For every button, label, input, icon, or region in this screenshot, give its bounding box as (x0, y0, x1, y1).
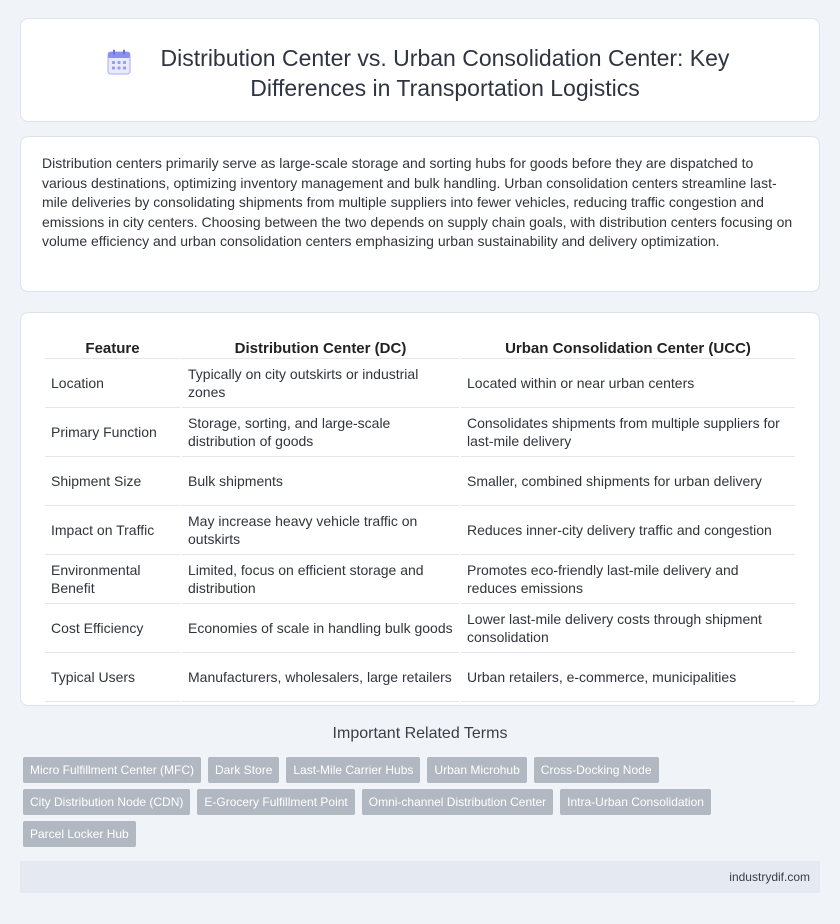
table-row (45, 555, 795, 604)
related-term-tag[interactable]: Omni-channel Distribution Center (362, 789, 553, 815)
footer-site-link[interactable]: industrydif.com (729, 870, 810, 884)
summary-text: Distribution centers primarily serve as large-scale storage and sorting hubs for goods before they are dispatched to various destinations, optimizing inventory management and bulk handling. Urban consolidation centers streamline last-mile deliveries by consolidating shipments from multiple suppliers into fewer vehicles, reducing traffic congestion and emissions in city centers. Choosing between the two depends on supply chain goals, with distribution centers focusing on volume efficiency and urban consolidation centers emphasizing urban sustainability and delivery optimization. (42, 155, 793, 250)
table-cell: Bulk shipments (182, 457, 459, 506)
table-header-row (45, 331, 795, 359)
table-cell: Typical Users (45, 653, 180, 702)
related-term-tag[interactable]: Micro Fulfillment Center (MFC) (23, 757, 201, 783)
related-term-tag[interactable]: City Distribution Node (CDN) (23, 789, 190, 815)
table-cell: Location (45, 359, 180, 408)
table-cell: Cost Efficiency (45, 604, 180, 653)
table-cell: Smaller, combined shipments for urban delivery (461, 457, 795, 506)
table-row (45, 457, 795, 506)
comparison-table (43, 331, 797, 702)
related-term-tag[interactable]: Intra-Urban Consolidation (560, 789, 711, 815)
related-term-tag[interactable]: Cross-Docking Node (534, 757, 659, 783)
summary-card (20, 136, 820, 292)
table-cell: Typically on city outskirts or industrial zones (182, 359, 459, 408)
related-term-tag[interactable]: E-Grocery Fulfillment Point (197, 789, 354, 815)
table-cell: Shipment Size (45, 457, 180, 506)
table-cell: Limited, focus on efficient storage and distribution (182, 555, 459, 604)
related-terms-title: Important Related Terms (332, 725, 508, 742)
table-row (45, 408, 795, 457)
table-cell: Storage, sorting, and large-scale distribution of goods (182, 408, 459, 457)
calendar-icon (107, 49, 131, 75)
title-card (20, 18, 820, 122)
table-cell: Primary Function (45, 408, 180, 457)
table-cell: May increase heavy vehicle traffic on outskirts (182, 506, 459, 555)
table-cell: Consolidates shipments from multiple suppliers for last-mile delivery (461, 408, 795, 457)
footer (20, 861, 820, 893)
comparison-table-card (20, 312, 820, 706)
column-header: Feature (45, 331, 180, 359)
related-term-tag[interactable]: Urban Microhub (427, 757, 526, 783)
table-cell: Economies of scale in handling bulk goods (182, 604, 459, 653)
table-cell: Lower last-mile delivery costs through shipment consolidation (461, 604, 795, 653)
table-cell: Impact on Traffic (45, 506, 180, 555)
page-title: Distribution Center vs. Urban Consolidation Center: Key Differences in Transportation Logistics (160, 45, 730, 101)
related-term-tag[interactable]: Last-Mile Carrier Hubs (286, 757, 420, 783)
related-terms-list (23, 757, 783, 853)
table-cell: Located within or near urban centers (461, 359, 795, 408)
related-term-tag[interactable]: Parcel Locker Hub (23, 821, 136, 847)
related-term-tag[interactable]: Dark Store (208, 757, 279, 783)
column-header: Distribution Center (DC) (182, 331, 459, 359)
table-cell: Reduces inner-city delivery traffic and congestion (461, 506, 795, 555)
table-row (45, 653, 795, 702)
table-row (45, 604, 795, 653)
table-cell: Environmental Benefit (45, 555, 180, 604)
table-cell: Urban retailers, e-commerce, municipalities (461, 653, 795, 702)
table-row (45, 359, 795, 408)
table-cell: Manufacturers, wholesalers, large retailers (182, 653, 459, 702)
table-cell: Promotes eco-friendly last-mile delivery and reduces emissions (461, 555, 795, 604)
column-header: Urban Consolidation Center (UCC) (461, 331, 795, 359)
table-row (45, 506, 795, 555)
